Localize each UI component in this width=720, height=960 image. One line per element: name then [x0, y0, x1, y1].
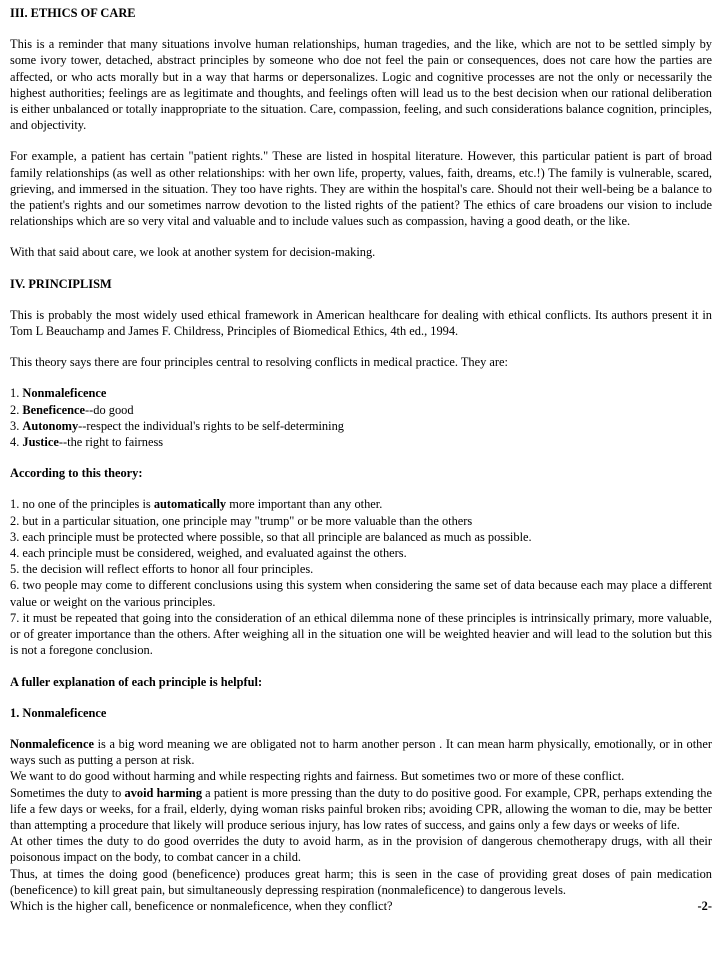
- paragraph: This theory says there are four principles central to resolving conflicts in medical practice. They are:: [10, 355, 508, 370]
- last-line-row: [10, 898, 712, 914]
- subheading-according-to-theory: According to this theory:: [10, 466, 143, 481]
- subheading-nonmaleficence: 1. Nonmaleficence: [10, 705, 107, 720]
- principle-item-beneficence: 2. Beneficence--do good: [10, 402, 134, 417]
- page-number: -2-: [697, 898, 712, 913]
- paragraph: For example, a patient has certain "patient rights." These are listed in hospital literature. However, this particular patient is part of broad family relationships (as well as other relationships: with her own life, property, values, faith, dreams, etc.!) The family is vulnerable, scared, grieving, and immersed in the situation. They too have rights. They are within the hospital's care. Should not their well-being be a balance to the patient's rights and our sometimes narrow devotion to the listed rights of the patient? The ethics of care broadens our vision to include relationships which are so very vital and valuable and to include values such as compassion, having a good death, or the like.: [10, 149, 712, 229]
- paragraph: Thus, at times the doing good (beneficence) produces great harm; this is seen in the case of providing great doses of pain medication (beneficence) to kill great pain, but simultaneously depressing respiration (nonmaleficence) to dangerous levels.: [10, 866, 712, 897]
- rule-item: 7. it must be repeated that going into the consideration of an ethical dilemma none of these principles is intrinsically primary, more valuable, or of greater importance than the others. After weighing all in the situation one will be weighted heavier and will lead to the solution but this is not a foregone conclusion.: [10, 610, 712, 658]
- principle-item-justice: 4. Justice--the right to fairness: [10, 435, 164, 450]
- paragraph: At other times the duty to do good overrides the duty to avoid harm, as in the provision of dangerous chemotherapy drugs, with all their poisonous impact on the body, to combat cancer in a child.: [10, 834, 712, 865]
- paragraph: Sometimes the duty to avoid harming a patient is more pressing than the duty to do positive good. For example, CPR, perhaps extending the life a few days or weeks, for a frail, elderly, dying woman risks painful broken ribs; avoiding CPR, allowing the woman to die, may be better than attempting a procedure that likely will produce serious injury, has low rates of success, and gains only a few days or weeks of life.: [10, 785, 712, 832]
- principle-item-nonmaleficence: 1. Nonmaleficence: [10, 386, 107, 401]
- section-heading-principlism: IV. PRINCIPLISM: [10, 276, 112, 291]
- section-heading-ethics-of-care: III. ETHICS OF CARE: [10, 6, 136, 20]
- paragraph: Which is the higher call, beneficence or nonmaleficence, when they conflict?: [10, 898, 393, 913]
- principle-item-autonomy: 3. Autonomy--respect the individual's rights to be self-determining: [10, 418, 344, 433]
- paragraph: With that said about care, we look at another system for decision-making.: [10, 245, 376, 260]
- rule-item: 2. but in a particular situation, one principle may "trump" or be more valuable than the others: [10, 513, 473, 528]
- document-page: [10, 5, 712, 914]
- rule-item: 4. each principle must be considered, weighed, and evaluated against the others.: [10, 546, 407, 561]
- paragraph: This is a reminder that many situations involve human relationships, human tragedies, and the like, which are not to be settled simply by some ivory tower, detached, abstract principles by someone who doe not feel the pain or consequences, does not care how the parties are affected, or who acts morally but in a way that harms or depersonalizes. Logic and cognitive processes are not the only or necessarily the highest authorities; feelings are as legitimate and thoughts, and feelings often will lead us to the best decision when our rational deliberation is either unbalanced or totally inappropriate to the situation. Care, compassion, feeling, and such considerations balance cognition, principles, and objectivity.: [10, 37, 712, 133]
- paragraph: We want to do good without harming and while respecting rights and fairness. But sometimes two or more of these conflict.: [10, 769, 625, 784]
- subheading-fuller-explanation: A fuller explanation of each principle is helpful:: [10, 674, 263, 689]
- paragraph: Nonmaleficence is a big word meaning we are obligated not to harm another person . It can mean harm physically, emotionally, or in other ways such as putting a person at risk.: [10, 736, 712, 768]
- rule-item: 1. no one of the principles is automatically more important than any other.: [10, 497, 383, 512]
- rule-item: 3. each principle must be protected where possible, so that all principle are balanced as much as possible.: [10, 529, 532, 544]
- rule-item: 6. two people may come to different conclusions using this system when considering the same set of data because each may place a different value or weight on the various principles.: [10, 578, 712, 609]
- rule-item: 5. the decision will reflect efforts to honor all four principles.: [10, 562, 314, 577]
- paragraph: This is probably the most widely used ethical framework in American healthcare for dealing with ethical conflicts. Its authors present it in Tom L Beauchamp and James F. Childress, Principles of Biomedical Ethics, 4th ed., 1994.: [10, 307, 712, 339]
